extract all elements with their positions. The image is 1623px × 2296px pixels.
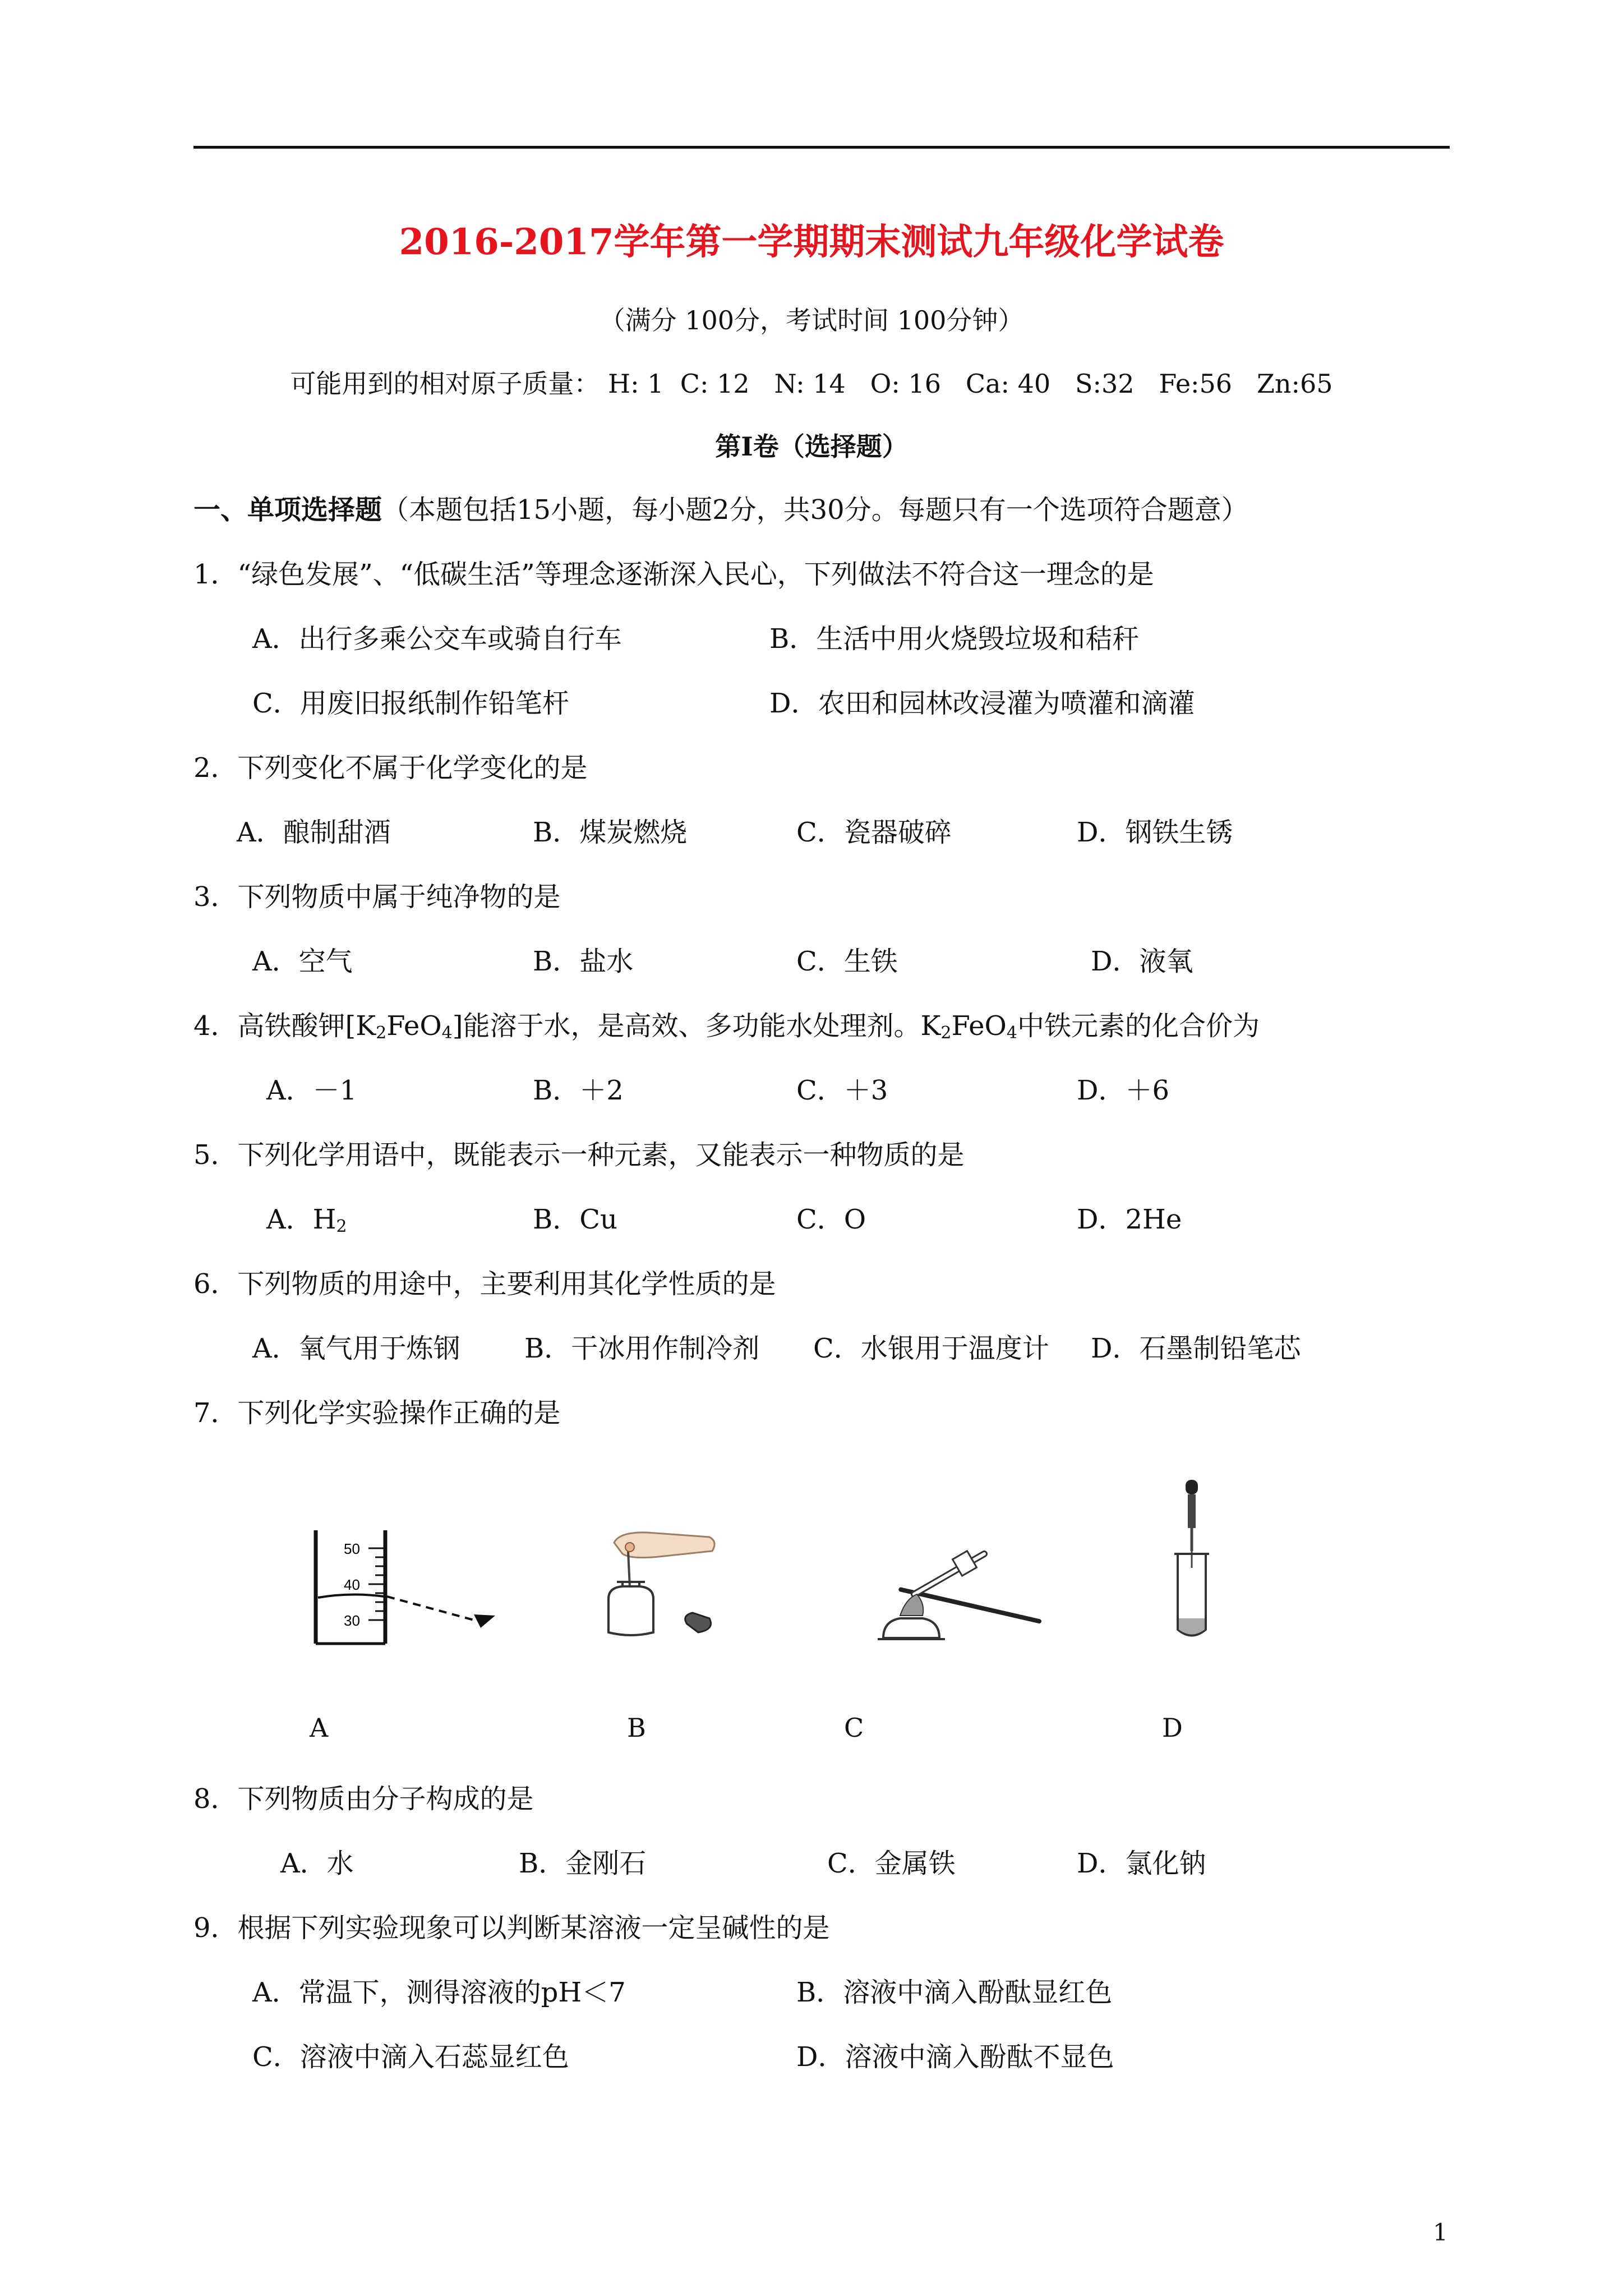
q9-option-b: B．溶液中滴入酚酞显红色 (796, 1977, 1113, 2008)
q3-option-a: A．空气 (252, 946, 353, 977)
q6-option-c: C．水银用于温度计 (813, 1333, 1049, 1364)
q3-stem: 3．下列物质中属于纯净物的是 (193, 881, 561, 913)
top-rule (193, 146, 1450, 149)
q2-option-c: C．瓷器破碎 (796, 817, 952, 848)
q8-option-d: D．氯化钠 (1077, 1848, 1206, 1879)
exam-title: 2016-2017学年第一学期期末测试九年级化学试卷 (399, 221, 1224, 263)
q3-option-c: C．生铁 (796, 946, 898, 977)
q9-option-d: D．溶液中滴入酚酞不显色 (796, 2041, 1114, 2073)
eye-icon (474, 1614, 495, 1628)
q5-option-a: A．$H_2$ (266, 1204, 347, 1236)
q1-option-d: D．农田和园林改浸灌为喷灌和滴灌 (769, 688, 1195, 719)
q4-option-a: A．－1 (266, 1075, 357, 1106)
q5-option-b: B．Cu (533, 1204, 617, 1235)
q5-stem: 5．下列化学用语中，既能表示一种元素，又能表示一种物质的是 (193, 1139, 965, 1171)
figure-b-alcohol-lamp (597, 1526, 726, 1649)
figure-a-cylinder-reading (306, 1526, 508, 1649)
figure-label-b: B (627, 1713, 646, 1743)
dropper-bulb-icon (1186, 1480, 1198, 1494)
section-label: 一、单项选择题 (193, 494, 382, 526)
q9-stem: 9．根据下列实验现象可以判断某溶液一定呈碱性的是 (193, 1912, 830, 1944)
q9-option-a: A．常温下，测得溶液的pH＜7 (252, 1977, 626, 2008)
q3-option-b: B．盐水 (533, 946, 634, 977)
cylinder-tick-40: 40 (344, 1576, 360, 1593)
exam-subtitle: （满分 100分，考试时间 100分钟） (599, 305, 1024, 335)
section-heading (193, 488, 1248, 527)
q6-option-d: D．石墨制铅笔芯 (1091, 1333, 1301, 1364)
section-desc: （本题包括15小题，每小题2分，共30分。每题只有一个选项符合题意） (382, 494, 1248, 526)
figure-label-d: D (1162, 1713, 1183, 1743)
figure-label-a: A (310, 1713, 329, 1743)
q2-option-d: D．钢铁生锈 (1077, 817, 1233, 848)
atomic-masses: 可能用到的相对原子质量： H: 1 C: 12 N: 14 O: 16 Ca: 40 S:32 Fe:56 Zn:65 (290, 369, 1333, 399)
q9-option-c: C．溶液中滴入石蕊显红色 (252, 2041, 569, 2073)
q7-stem: 7．下列化学实验操作正确的是 (193, 1397, 561, 1429)
q1-stem: 1．“绿色发展”、“低碳生活”等理念逐渐深入民心，下列做法不符合这一理念的是 (193, 559, 1154, 590)
q4-option-d: D．＋6 (1077, 1075, 1170, 1106)
figure-label-c: C (844, 1713, 864, 1743)
cylinder-tick-50: 50 (344, 1540, 360, 1557)
q1-option-b: B．生活中用火烧毁垃圾和秸秆 (769, 623, 1140, 655)
q2-option-a: A．酿制甜酒 (237, 817, 391, 848)
lamp-cap-icon (685, 1613, 711, 1632)
q1-option-a: A．出行多乘公交车或骑自行车 (252, 623, 622, 655)
figure-c-heating-test-tube (861, 1531, 1046, 1649)
q5-option-d: D．2He (1077, 1204, 1182, 1235)
q8-option-b: B．金刚石 (519, 1848, 647, 1879)
q4-option-c: C．＋3 (796, 1075, 888, 1106)
q4-option-b: B．＋2 (533, 1075, 624, 1106)
q5-option-c: C．O (796, 1204, 866, 1235)
figure-d-dropper (1161, 1475, 1223, 1644)
q6-stem: 6．下列物质的用途中，主要利用其化学性质的是 (193, 1268, 776, 1300)
q1-option-c: C．用废旧报纸制作铅笔杆 (252, 688, 569, 719)
q8-option-a: A．水 (280, 1848, 354, 1879)
cylinder-tick-30: 30 (344, 1612, 360, 1629)
q3-option-d: D．液氧 (1091, 946, 1193, 977)
q6-option-b: B．干冰用作制冷剂 (524, 1333, 760, 1364)
q2-stem: 2．下列变化不属于化学变化的是 (193, 752, 588, 784)
page-number: 1 (1433, 2219, 1448, 2246)
volume-title: 第Ⅰ卷（选择题） (715, 431, 908, 462)
q8-stem: 8．下列物质由分子构成的是 (193, 1783, 534, 1815)
q8-option-c: C．金属铁 (827, 1848, 956, 1879)
q2-option-b: B．煤炭燃烧 (533, 817, 688, 848)
q6-option-a: A．氧气用于炼钢 (252, 1333, 460, 1364)
q4-stem: 4．高铁酸钾$[K_2FeO_4]$能溶于水，是高效、多功能水处理剂。$K_2FeO_4$中铁元素的化合价为 (193, 1010, 1260, 1043)
